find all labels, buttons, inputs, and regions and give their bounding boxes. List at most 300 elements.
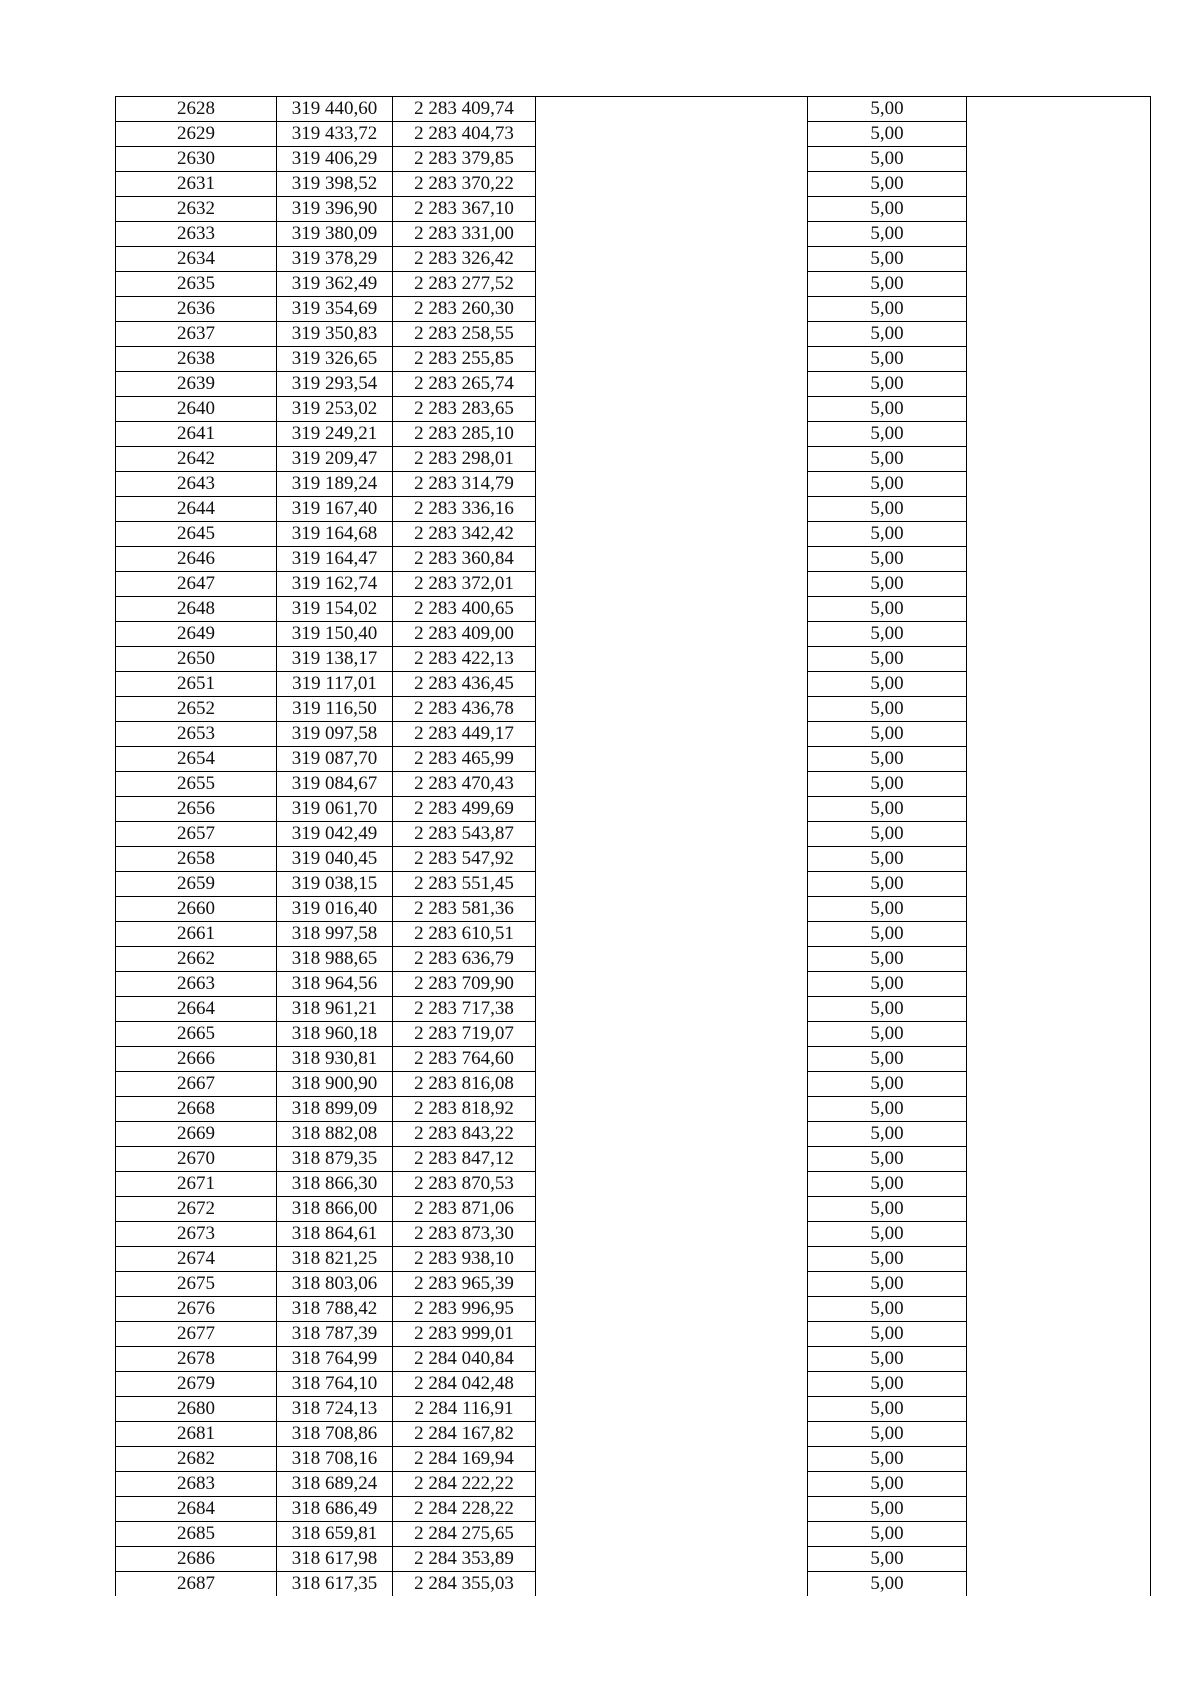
value-cell: 5,00 — [808, 147, 967, 172]
empty-cell — [967, 1197, 1151, 1222]
point-number-cell: 2634 — [116, 247, 277, 272]
empty-cell — [967, 1247, 1151, 1272]
point-number-cell: 2630 — [116, 147, 277, 172]
table-row — [116, 1397, 1151, 1422]
value-cell: 5,00 — [808, 572, 967, 597]
value-cell: 5,00 — [808, 772, 967, 797]
empty-cell — [536, 1247, 808, 1272]
y-coordinate-cell: 2 283 551,45 — [393, 872, 536, 897]
empty-cell — [536, 822, 808, 847]
point-number-cell: 2651 — [116, 672, 277, 697]
empty-cell — [536, 1522, 808, 1547]
x-coordinate-cell: 319 378,29 — [277, 247, 393, 272]
value-cell: 5,00 — [808, 1147, 967, 1172]
empty-cell — [967, 922, 1151, 947]
value-cell: 5,00 — [808, 1372, 967, 1397]
point-number-cell: 2643 — [116, 472, 277, 497]
x-coordinate-cell: 319 150,40 — [277, 622, 393, 647]
point-number-cell: 2638 — [116, 347, 277, 372]
x-coordinate-cell: 319 038,15 — [277, 872, 393, 897]
y-coordinate-cell: 2 283 370,22 — [393, 172, 536, 197]
x-coordinate-cell: 318 787,39 — [277, 1322, 393, 1347]
x-coordinate-cell: 319 042,49 — [277, 822, 393, 847]
value-cell: 5,00 — [808, 1397, 967, 1422]
table-row — [116, 1247, 1151, 1272]
table-row — [116, 1047, 1151, 1072]
table-row — [116, 322, 1151, 347]
value-cell: 5,00 — [808, 422, 967, 447]
point-number-cell: 2652 — [116, 697, 277, 722]
value-cell: 5,00 — [808, 622, 967, 647]
point-number-cell: 2677 — [116, 1322, 277, 1347]
empty-cell — [536, 622, 808, 647]
empty-cell — [967, 447, 1151, 472]
y-coordinate-cell: 2 283 816,08 — [393, 1072, 536, 1097]
y-coordinate-cell: 2 283 871,06 — [393, 1197, 536, 1222]
y-coordinate-cell: 2 283 449,17 — [393, 722, 536, 747]
empty-cell — [967, 172, 1151, 197]
point-number-cell: 2650 — [116, 647, 277, 672]
table-row — [116, 772, 1151, 797]
table-row — [116, 672, 1151, 697]
point-number-cell: 2632 — [116, 197, 277, 222]
value-cell: 5,00 — [808, 1347, 967, 1372]
empty-cell — [536, 1022, 808, 1047]
point-number-cell: 2673 — [116, 1222, 277, 1247]
empty-cell — [536, 1572, 808, 1597]
y-coordinate-cell: 2 283 336,16 — [393, 497, 536, 522]
point-number-cell: 2657 — [116, 822, 277, 847]
x-coordinate-cell: 318 764,99 — [277, 1347, 393, 1372]
x-coordinate-cell: 319 138,17 — [277, 647, 393, 672]
empty-cell — [536, 1447, 808, 1472]
point-number-cell: 2666 — [116, 1047, 277, 1072]
empty-cell — [536, 1172, 808, 1197]
value-cell: 5,00 — [808, 397, 967, 422]
table-row — [116, 897, 1151, 922]
point-number-cell: 2649 — [116, 622, 277, 647]
empty-cell — [967, 747, 1151, 772]
empty-cell — [536, 147, 808, 172]
value-cell: 5,00 — [808, 1522, 967, 1547]
value-cell: 5,00 — [808, 1247, 967, 1272]
empty-cell — [967, 1547, 1151, 1572]
empty-cell — [967, 1222, 1151, 1247]
table-row — [116, 1447, 1151, 1472]
point-number-cell: 2669 — [116, 1122, 277, 1147]
empty-cell — [536, 1547, 808, 1572]
value-cell: 5,00 — [808, 922, 967, 947]
empty-cell — [536, 297, 808, 322]
x-coordinate-cell: 318 900,90 — [277, 1072, 393, 1097]
value-cell: 5,00 — [808, 872, 967, 897]
empty-cell — [536, 1122, 808, 1147]
empty-cell — [967, 1297, 1151, 1322]
value-cell: 5,00 — [808, 697, 967, 722]
y-coordinate-cell: 2 283 717,38 — [393, 997, 536, 1022]
point-number-cell: 2676 — [116, 1297, 277, 1322]
y-coordinate-cell: 2 283 342,42 — [393, 522, 536, 547]
point-number-cell: 2675 — [116, 1272, 277, 1297]
empty-cell — [967, 1572, 1151, 1597]
empty-cell — [536, 1197, 808, 1222]
x-coordinate-cell: 318 866,30 — [277, 1172, 393, 1197]
x-coordinate-cell: 319 016,40 — [277, 897, 393, 922]
y-coordinate-cell: 2 284 167,82 — [393, 1422, 536, 1447]
x-coordinate-cell: 319 406,29 — [277, 147, 393, 172]
value-cell: 5,00 — [808, 1547, 967, 1572]
value-cell: 5,00 — [808, 272, 967, 297]
empty-cell — [536, 772, 808, 797]
point-number-cell: 2658 — [116, 847, 277, 872]
y-coordinate-cell: 2 283 999,01 — [393, 1322, 536, 1347]
x-coordinate-cell: 318 882,08 — [277, 1122, 393, 1147]
table-row — [116, 472, 1151, 497]
table-row — [116, 1497, 1151, 1522]
x-coordinate-cell: 318 617,35 — [277, 1572, 393, 1597]
empty-cell — [967, 372, 1151, 397]
point-number-cell: 2646 — [116, 547, 277, 572]
point-number-cell: 2635 — [116, 272, 277, 297]
x-coordinate-cell: 318 964,56 — [277, 972, 393, 997]
empty-cell — [536, 347, 808, 372]
x-coordinate-cell: 319 167,40 — [277, 497, 393, 522]
point-number-cell: 2680 — [116, 1397, 277, 1422]
coordinates-table — [115, 96, 1151, 1596]
empty-cell — [536, 1422, 808, 1447]
point-number-cell: 2654 — [116, 747, 277, 772]
table-row — [116, 347, 1151, 372]
empty-cell — [967, 222, 1151, 247]
table-row — [116, 1422, 1151, 1447]
x-coordinate-cell: 318 879,35 — [277, 1147, 393, 1172]
x-coordinate-cell: 318 659,81 — [277, 1522, 393, 1547]
empty-cell — [536, 1147, 808, 1172]
empty-cell — [536, 522, 808, 547]
empty-cell — [967, 622, 1151, 647]
value-cell: 5,00 — [808, 97, 967, 122]
table-row — [116, 622, 1151, 647]
point-number-cell: 2679 — [116, 1372, 277, 1397]
y-coordinate-cell: 2 283 367,10 — [393, 197, 536, 222]
point-number-cell: 2687 — [116, 1572, 277, 1597]
empty-cell — [536, 222, 808, 247]
point-number-cell: 2639 — [116, 372, 277, 397]
empty-cell — [536, 672, 808, 697]
empty-cell — [967, 297, 1151, 322]
empty-cell — [536, 372, 808, 397]
point-number-cell: 2653 — [116, 722, 277, 747]
y-coordinate-cell: 2 283 719,07 — [393, 1022, 536, 1047]
point-number-cell: 2642 — [116, 447, 277, 472]
empty-cell — [967, 1047, 1151, 1072]
x-coordinate-cell: 319 117,01 — [277, 672, 393, 697]
table-row — [116, 547, 1151, 572]
table-row — [116, 247, 1151, 272]
x-coordinate-cell: 319 362,49 — [277, 272, 393, 297]
value-cell: 5,00 — [808, 897, 967, 922]
point-number-cell: 2648 — [116, 597, 277, 622]
point-number-cell: 2645 — [116, 522, 277, 547]
empty-cell — [967, 597, 1151, 622]
table-row — [116, 572, 1151, 597]
value-cell: 5,00 — [808, 172, 967, 197]
y-coordinate-cell: 2 283 331,00 — [393, 222, 536, 247]
empty-cell — [536, 272, 808, 297]
table-row — [116, 647, 1151, 672]
point-number-cell: 2684 — [116, 1497, 277, 1522]
empty-cell — [967, 497, 1151, 522]
table-row — [116, 97, 1151, 122]
empty-cell — [967, 572, 1151, 597]
empty-cell — [536, 572, 808, 597]
empty-cell — [967, 1272, 1151, 1297]
value-cell: 5,00 — [808, 1222, 967, 1247]
value-cell: 5,00 — [808, 522, 967, 547]
x-coordinate-cell: 319 293,54 — [277, 372, 393, 397]
empty-cell — [536, 647, 808, 672]
y-coordinate-cell: 2 284 353,89 — [393, 1547, 536, 1572]
x-coordinate-cell: 318 708,16 — [277, 1447, 393, 1472]
empty-cell — [536, 697, 808, 722]
table-row — [116, 1172, 1151, 1197]
x-coordinate-cell: 319 380,09 — [277, 222, 393, 247]
empty-cell — [967, 247, 1151, 272]
y-coordinate-cell: 2 283 298,01 — [393, 447, 536, 472]
empty-cell — [967, 1322, 1151, 1347]
point-number-cell: 2660 — [116, 897, 277, 922]
empty-cell — [967, 1372, 1151, 1397]
x-coordinate-cell: 319 440,60 — [277, 97, 393, 122]
point-number-cell: 2637 — [116, 322, 277, 347]
table-row — [116, 947, 1151, 972]
empty-cell — [967, 1347, 1151, 1372]
point-number-cell: 2662 — [116, 947, 277, 972]
point-number-cell: 2681 — [116, 1422, 277, 1447]
y-coordinate-cell: 2 283 547,92 — [393, 847, 536, 872]
empty-cell — [536, 497, 808, 522]
value-cell: 5,00 — [808, 1322, 967, 1347]
value-cell: 5,00 — [808, 1197, 967, 1222]
value-cell: 5,00 — [808, 1572, 967, 1597]
y-coordinate-cell: 2 283 764,60 — [393, 1047, 536, 1072]
y-coordinate-cell: 2 283 470,43 — [393, 772, 536, 797]
table-row — [116, 1297, 1151, 1322]
x-coordinate-cell: 319 253,02 — [277, 397, 393, 422]
value-cell: 5,00 — [808, 722, 967, 747]
empty-cell — [536, 547, 808, 572]
empty-cell — [967, 722, 1151, 747]
empty-cell — [536, 872, 808, 897]
y-coordinate-cell: 2 283 326,42 — [393, 247, 536, 272]
x-coordinate-cell: 318 899,09 — [277, 1097, 393, 1122]
y-coordinate-cell: 2 283 379,85 — [393, 147, 536, 172]
table-row — [116, 1097, 1151, 1122]
point-number-cell: 2663 — [116, 972, 277, 997]
value-cell: 5,00 — [808, 547, 967, 572]
x-coordinate-cell: 318 988,65 — [277, 947, 393, 972]
empty-cell — [967, 947, 1151, 972]
y-coordinate-cell: 2 283 870,53 — [393, 1172, 536, 1197]
empty-cell — [536, 122, 808, 147]
value-cell: 5,00 — [808, 247, 967, 272]
empty-cell — [536, 397, 808, 422]
point-number-cell: 2667 — [116, 1072, 277, 1097]
y-coordinate-cell: 2 284 275,65 — [393, 1522, 536, 1547]
empty-cell — [967, 272, 1151, 297]
x-coordinate-cell: 318 866,00 — [277, 1197, 393, 1222]
empty-cell — [536, 1222, 808, 1247]
empty-cell — [536, 747, 808, 772]
y-coordinate-cell: 2 283 709,90 — [393, 972, 536, 997]
value-cell: 5,00 — [808, 847, 967, 872]
table-row — [116, 397, 1151, 422]
table-row — [116, 272, 1151, 297]
x-coordinate-cell: 318 724,13 — [277, 1397, 393, 1422]
y-coordinate-cell: 2 283 283,65 — [393, 397, 536, 422]
value-cell: 5,00 — [808, 472, 967, 497]
value-cell: 5,00 — [808, 1072, 967, 1097]
y-coordinate-cell: 2 283 255,85 — [393, 347, 536, 372]
table-row — [116, 222, 1151, 247]
table-row — [116, 372, 1151, 397]
x-coordinate-cell: 318 708,86 — [277, 1422, 393, 1447]
table-row — [116, 722, 1151, 747]
value-cell: 5,00 — [808, 347, 967, 372]
y-coordinate-cell: 2 283 847,12 — [393, 1147, 536, 1172]
empty-cell — [967, 472, 1151, 497]
x-coordinate-cell: 319 326,65 — [277, 347, 393, 372]
empty-cell — [536, 947, 808, 972]
empty-cell — [967, 672, 1151, 697]
x-coordinate-cell: 319 162,74 — [277, 572, 393, 597]
x-coordinate-cell: 318 864,61 — [277, 1222, 393, 1247]
y-coordinate-cell: 2 284 222,22 — [393, 1472, 536, 1497]
empty-cell — [536, 97, 808, 122]
empty-cell — [536, 1497, 808, 1522]
y-coordinate-cell: 2 283 436,78 — [393, 697, 536, 722]
x-coordinate-cell: 319 040,45 — [277, 847, 393, 872]
table-row — [116, 972, 1151, 997]
value-cell: 5,00 — [808, 1272, 967, 1297]
point-number-cell: 2636 — [116, 297, 277, 322]
empty-cell — [536, 1272, 808, 1297]
y-coordinate-cell: 2 283 843,22 — [393, 1122, 536, 1147]
value-cell: 5,00 — [808, 297, 967, 322]
y-coordinate-cell: 2 283 873,30 — [393, 1222, 536, 1247]
empty-cell — [536, 1097, 808, 1122]
x-coordinate-cell: 319 398,52 — [277, 172, 393, 197]
point-number-cell: 2644 — [116, 497, 277, 522]
empty-cell — [536, 1472, 808, 1497]
point-number-cell: 2678 — [116, 1347, 277, 1372]
value-cell: 5,00 — [808, 972, 967, 997]
value-cell: 5,00 — [808, 372, 967, 397]
coordinates-table-body — [116, 97, 1151, 1597]
value-cell: 5,00 — [808, 747, 967, 772]
table-row — [116, 297, 1151, 322]
table-row — [116, 147, 1151, 172]
table-row — [116, 822, 1151, 847]
empty-cell — [967, 322, 1151, 347]
point-number-cell: 2664 — [116, 997, 277, 1022]
point-number-cell: 2685 — [116, 1522, 277, 1547]
empty-cell — [536, 847, 808, 872]
table-row — [116, 1522, 1151, 1547]
y-coordinate-cell: 2 283 260,30 — [393, 297, 536, 322]
y-coordinate-cell: 2 284 042,48 — [393, 1372, 536, 1397]
empty-cell — [536, 422, 808, 447]
value-cell: 5,00 — [808, 197, 967, 222]
y-coordinate-cell: 2 283 938,10 — [393, 1247, 536, 1272]
empty-cell — [967, 522, 1151, 547]
y-coordinate-cell: 2 283 277,52 — [393, 272, 536, 297]
empty-cell — [536, 1347, 808, 1372]
y-coordinate-cell: 2 283 422,13 — [393, 647, 536, 672]
table-row — [116, 1372, 1151, 1397]
y-coordinate-cell: 2 283 499,69 — [393, 797, 536, 822]
table-row — [116, 747, 1151, 772]
x-coordinate-cell: 319 433,72 — [277, 122, 393, 147]
x-coordinate-cell: 319 084,67 — [277, 772, 393, 797]
value-cell: 5,00 — [808, 1447, 967, 1472]
y-coordinate-cell: 2 283 409,00 — [393, 622, 536, 647]
table-row — [116, 1347, 1151, 1372]
empty-cell — [967, 147, 1151, 172]
y-coordinate-cell: 2 283 372,01 — [393, 572, 536, 597]
y-coordinate-cell: 2 283 965,39 — [393, 1272, 536, 1297]
x-coordinate-cell: 319 249,21 — [277, 422, 393, 447]
point-number-cell: 2672 — [116, 1197, 277, 1222]
empty-cell — [967, 972, 1151, 997]
table-row — [116, 1472, 1151, 1497]
table-row — [116, 1272, 1151, 1297]
table-row — [116, 422, 1151, 447]
x-coordinate-cell: 319 164,68 — [277, 522, 393, 547]
value-cell: 5,00 — [808, 1122, 967, 1147]
empty-cell — [967, 1172, 1151, 1197]
value-cell: 5,00 — [808, 797, 967, 822]
value-cell: 5,00 — [808, 497, 967, 522]
empty-cell — [967, 397, 1151, 422]
empty-cell — [967, 1022, 1151, 1047]
point-number-cell: 2671 — [116, 1172, 277, 1197]
empty-cell — [967, 1422, 1151, 1447]
empty-cell — [967, 1497, 1151, 1522]
value-cell: 5,00 — [808, 122, 967, 147]
y-coordinate-cell: 2 283 360,84 — [393, 547, 536, 572]
x-coordinate-cell: 319 396,90 — [277, 197, 393, 222]
table-row — [116, 1547, 1151, 1572]
y-coordinate-cell: 2 283 636,79 — [393, 947, 536, 972]
table-row — [116, 1197, 1151, 1222]
value-cell: 5,00 — [808, 997, 967, 1022]
table-row — [116, 922, 1151, 947]
empty-cell — [536, 447, 808, 472]
value-cell: 5,00 — [808, 1047, 967, 1072]
value-cell: 5,00 — [808, 1297, 967, 1322]
empty-cell — [536, 1322, 808, 1347]
empty-cell — [536, 1072, 808, 1097]
value-cell: 5,00 — [808, 447, 967, 472]
empty-cell — [967, 122, 1151, 147]
empty-cell — [967, 1122, 1151, 1147]
x-coordinate-cell: 319 097,58 — [277, 722, 393, 747]
y-coordinate-cell: 2 283 436,45 — [393, 672, 536, 697]
value-cell: 5,00 — [808, 1172, 967, 1197]
point-number-cell: 2686 — [116, 1547, 277, 1572]
point-number-cell: 2683 — [116, 1472, 277, 1497]
